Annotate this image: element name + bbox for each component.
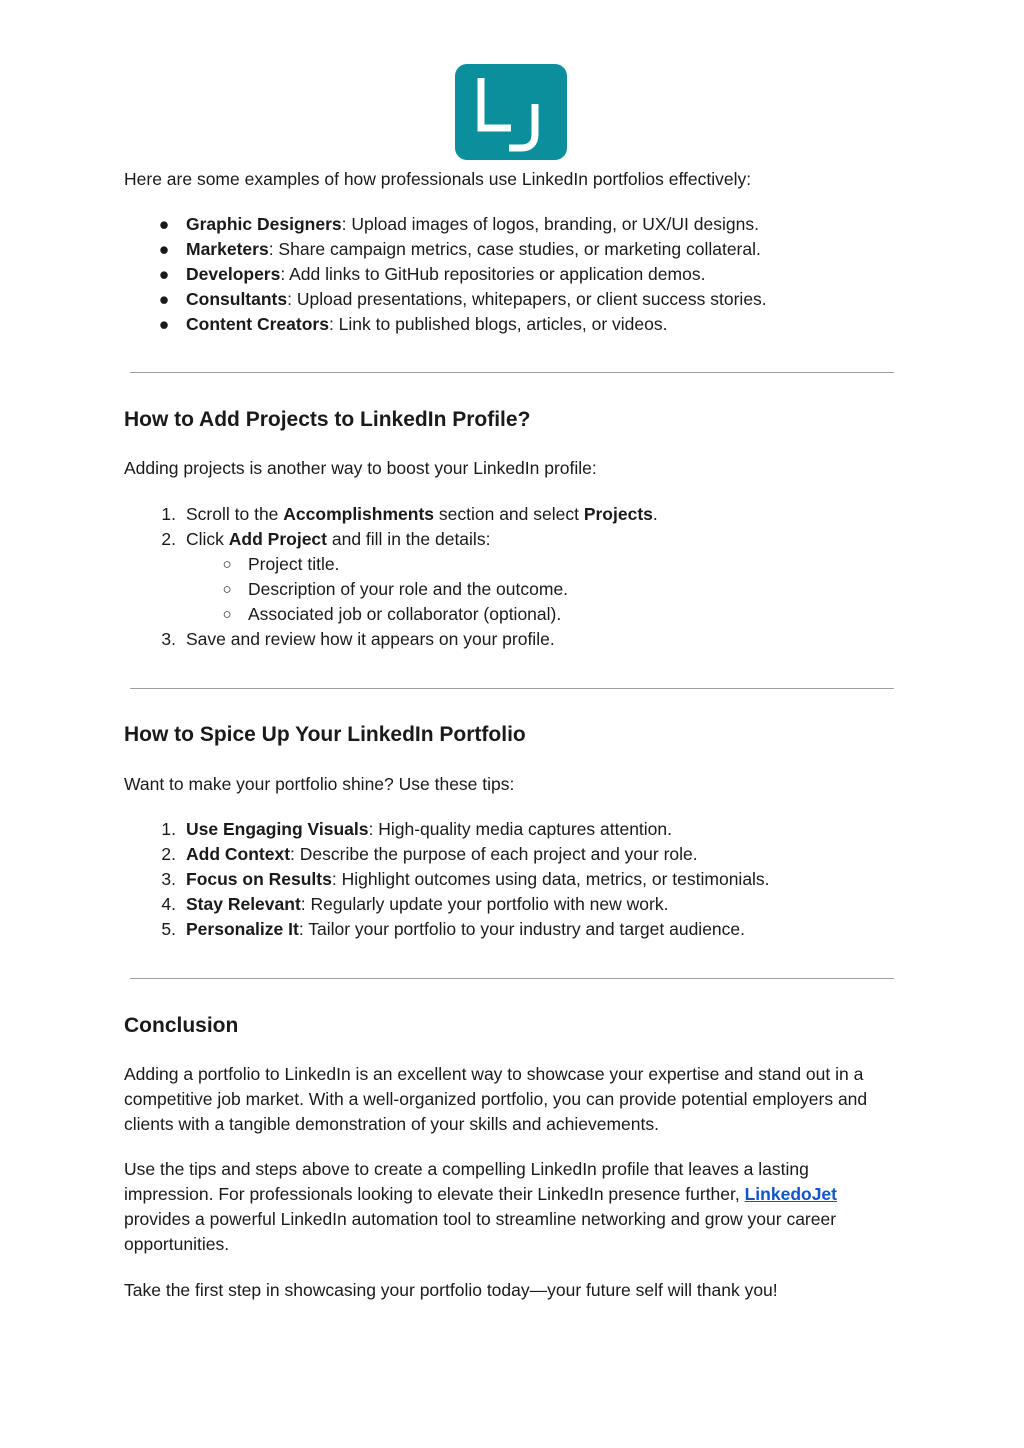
tip-term: Personalize It [186,919,299,939]
circle-bullet-marker: ○ [222,556,232,573]
step-text: section and select [434,504,584,524]
sub-item-text: Associated job or collaborator (optional). [248,604,562,624]
example-desc: : Upload images of logos, branding, or UX/UI designs. [341,214,759,234]
sub-item-text: Project title. [248,554,340,574]
list-item [124,527,658,552]
section-divider [130,688,894,689]
bullet-marker: ● [158,239,170,259]
step-text: Scroll to the [186,504,284,524]
tip-desc: : Tailor your portfolio to your industry and target audience. [298,919,746,939]
example-term: Marketers [186,239,269,259]
projects-steps-list [124,502,658,652]
paragraph-text: Use the tips and steps above to create a compelling LinkedIn profile that leaves a lasting impression. For professionals looking to elevate their LinkedIn presence further, [124,1159,809,1204]
example-term: Developers [186,264,281,284]
list-item [124,842,770,867]
tip-desc: : High-quality media captures attention. [368,819,673,839]
list-item [124,262,767,287]
conclusion-paragraph-2 [124,1157,896,1257]
step-bold: Add Project [228,529,327,549]
list-item [124,212,767,237]
step-text: . [652,504,658,524]
list-item [124,502,658,527]
step-text: and fill in the details: [327,529,491,549]
sub-list-item [124,552,658,577]
bullet-marker: ● [158,289,170,309]
list-item [124,867,770,892]
example-term: Graphic Designers [186,214,342,234]
step-text: Click [186,529,229,549]
step-number: 3. [161,629,176,649]
example-desc: : Upload presentations, whitepapers, or client success stories. [287,289,767,309]
tip-desc: : Describe the purpose of each project and your role. [290,844,698,864]
section-divider [130,978,894,979]
list-item [124,892,770,917]
conclusion-paragraph-3: Take the first step in showcasing your portfolio today—your future self will thank you! [124,1280,778,1300]
list-item [124,917,770,942]
bullet-marker: ● [158,264,170,284]
tip-number: 3. [161,869,176,889]
step-bold: Projects [583,504,653,524]
bullet-marker: ● [158,314,170,334]
circle-bullet-marker: ○ [222,581,232,598]
circle-bullet-marker: ○ [222,606,232,623]
lj-logo-icon [455,64,567,160]
example-term: Content Creators [186,314,329,334]
example-term: Consultants [186,289,288,309]
example-desc: : Add links to GitHub repositories or application demos. [280,264,706,284]
list-item [124,627,658,652]
list-item [124,237,767,262]
spice-intro: Want to make your portfolio shine? Use these tips: [124,774,515,794]
step-number: 2. [161,529,176,549]
example-desc: : Share campaign metrics, case studies, or marketing collateral. [268,239,761,259]
section-divider [130,372,894,373]
tip-desc: : Regularly update your portfolio with new work. [300,894,669,914]
step-text: Save and review how it appears on your profile. [186,629,555,649]
tip-number: 4. [161,894,176,914]
tip-desc: : Highlight outcomes using data, metrics, or testimonials. [331,869,770,889]
tip-number: 2. [161,844,176,864]
sub-list-item [124,577,658,602]
tip-term: Stay Relevant [186,894,301,914]
linkedojet-link[interactable]: LinkedoJet [744,1184,837,1204]
section-heading-spice: How to Spice Up Your LinkedIn Portfolio [124,723,526,746]
tip-number: 1. [161,819,176,839]
tips-list [124,817,770,942]
step-number: 1. [161,504,176,524]
example-desc: : Link to published blogs, articles, or videos. [328,314,668,334]
paragraph-text: provides a powerful LinkedIn automation tool to streamline networking and grow your career opportunities. [124,1209,837,1254]
tip-term: Add Context [186,844,291,864]
conclusion-paragraph-1: Adding a portfolio to LinkedIn is an excellent way to showcase your expertise and stand out in a competitive job market. With a well-organized portfolio, you can provide potential employers and clients with a tangible demonstration of your skills and achievements. [124,1064,868,1134]
list-item [124,312,767,337]
sub-item-text: Description of your role and the outcome. [248,579,569,599]
examples-list [124,212,767,337]
list-item [124,817,770,842]
bullet-marker: ● [158,214,170,234]
tip-term: Use Engaging Visuals [186,819,369,839]
tip-term: Focus on Results [186,869,332,889]
intro-text: Here are some examples of how professionals use LinkedIn portfolios effectively: [124,169,752,189]
section-heading-projects: How to Add Projects to LinkedIn Profile? [124,408,531,431]
step-bold: Accomplishments [283,504,435,524]
sub-list-item [124,602,658,627]
section-heading-conclusion: Conclusion [124,1014,239,1037]
tip-number: 5. [161,919,176,939]
projects-intro: Adding projects is another way to boost your LinkedIn profile: [124,458,597,478]
list-item [124,287,767,312]
